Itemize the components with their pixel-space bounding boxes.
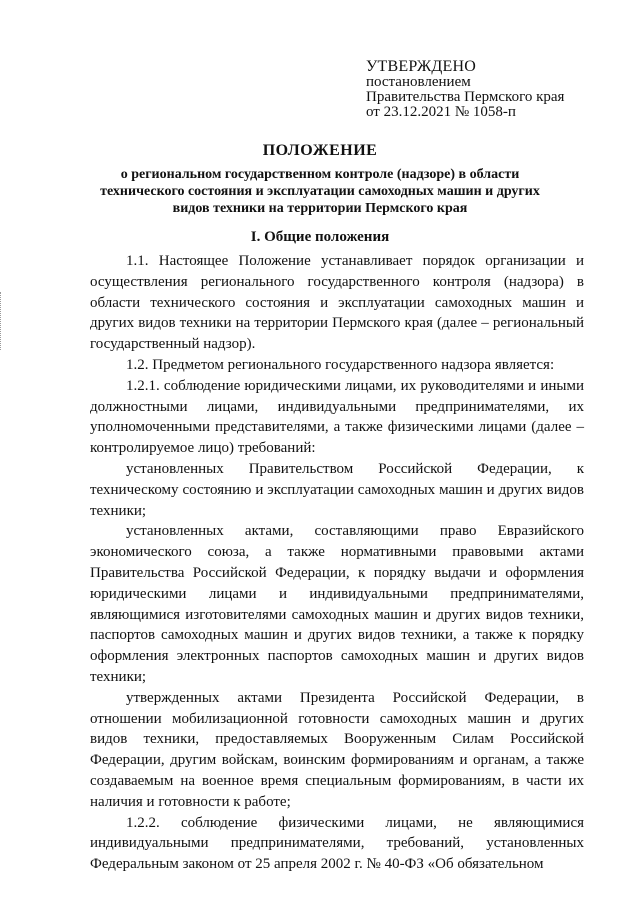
- paragraph-1-1: 1.1. Настоящее Положение устанавливает порядок организации и осуществления регионального государственного контроля (надзора) в области технического состояния и эксплуатации самоходных машин и других видов техники на территории Пермского края (далее – региональный государственный надзор).: [90, 253, 584, 353]
- paragraph-requirements-eaeu: установленных актами, составляющими право Евразийского экономического союза, а также нормативными правовыми актами Правительства Российской Федерации, к порядку выдачи и оформления юридическими лицами и индивидуальными предпринимателями, являющимися изготовителями самоходных машин и других видов техники, паспортов самоходных машин и других видов техники, а также к порядку оформления электронных паспортов самоходных машин и других видов техники;: [90, 523, 584, 685]
- approval-line-2: Правительства Пермского края: [366, 89, 565, 105]
- section-heading: I. Общие положения: [250, 229, 390, 245]
- paragraph-requirements-government: установленных Правительством Российской Федерации, к техническому состоянию и эксплуатации самоходных машин и других видов техники;: [90, 460, 584, 519]
- paragraph-1-2-2: 1.2.2. соблюдение физическими лицами, не являющимися индивидуальными предпринимателями, требований, установленных Федеральным законом от 25 апреля 2002 г. № 40-ФЗ «Об обязательном: [90, 814, 584, 873]
- approval-stamp: УТВЕРЖДЕНО: [366, 58, 477, 75]
- subtitle-line-1: о региональном государственном контроле (надзоре) в области: [120, 167, 520, 182]
- document-subtitle: [40, 166, 600, 217]
- subtitle-line-3: видов техники на территории Пермского края: [172, 201, 468, 216]
- document-body: [90, 251, 584, 875]
- paragraph-requirements-president: утвержденных актами Президента Российской Федерации, в отношении мобилизационной готовности самоходных машин и других видов техники, предоставляемых Вооруженным Силам Российской Федерации, другим войскам, воинским формированиям и органам, а также создаваемым на военное время специальным формированиям, в части их наличия и готовности к работе;: [90, 689, 584, 810]
- approval-line-3: от 23.12.2021 № 1058-п: [366, 104, 516, 120]
- subtitle-line-2: технического состояния и эксплуатации самоходных машин и других: [100, 184, 540, 199]
- paragraph-1-2: 1.2. Предметом регионального государственного надзора является:: [126, 356, 555, 373]
- approval-line-1: постановлением: [366, 74, 471, 90]
- scan-edge-mark: [0, 292, 4, 350]
- approval-block: [366, 58, 616, 120]
- document-title: ПОЛОЖЕНИЕ: [262, 142, 378, 159]
- paragraph-1-2-1: 1.2.1. соблюдение юридическими лицами, их руководителями и иными должностными лицами, индивидуальными предпринимателями, их уполномоченными представителями, а также физическими лицами (далее – контролируемое лицо) требований:: [90, 377, 584, 457]
